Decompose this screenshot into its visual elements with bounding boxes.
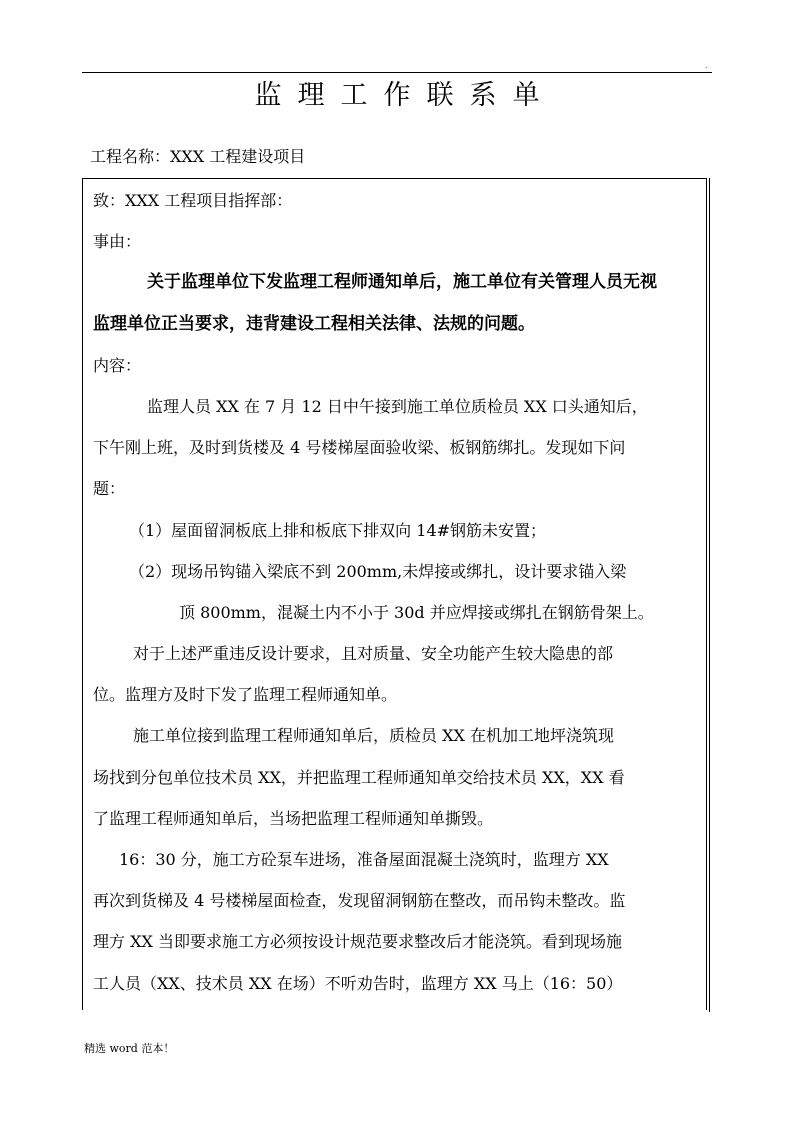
content-box-edge (709, 178, 710, 1012)
body-line: 再次到货梯及 4 号楼梯屋面检查，发现留洞钢筋在整改，而吊钩未整改。监 (93, 891, 626, 911)
header-rule (82, 72, 712, 73)
body-line: 位。监理方及时下发了监理工程师通知单。 (93, 685, 398, 705)
body-line: 施工单位接到监理工程师通知单后，质检员 XX 在机加工地坪浇筑现 (133, 726, 614, 746)
body-line: 顶 800mm，混凝土内不小于 30d 并应焊接或绑扎在钢筋骨架上。 (179, 602, 654, 622)
body-line: 对于上述严重违反设计要求，且对质量、安全功能产生较大隐患的部 (133, 644, 614, 664)
body-line: 监理人员 XX 在 7 月 12 日中午接到施工单位质检员 XX 口头通知后， (147, 396, 648, 416)
body-line: 致：XXX 工程项目指挥部： (93, 191, 293, 210)
body-line: 工人员（XX、技术员 XX 在场）不听劝告时，监理方 XX 马上（16：50） (93, 973, 623, 993)
letter-body (93, 180, 705, 1004)
body-line: 关于监理单位下发监理工程师通知单后，施工单位有关管理人员无视 (147, 272, 657, 293)
document-title: 监理工作联系单 (254, 80, 556, 111)
body-line: 内容： (93, 355, 142, 375)
body-line: 理方 XX 当即要求施工方必须按设计规范要求整改后才能浇筑。看到现场施 (93, 932, 622, 952)
corner-mark: . (705, 61, 708, 70)
body-line: 16：30 分，施工方砼泵车进场，准备屋面混凝土浇筑时，监理方 XX (119, 850, 609, 869)
body-line: 了监理工程师通知单后，当场把监理工程师通知单撕毁。 (93, 808, 494, 828)
body-line: 监理单位正当要求，违背建设工程相关法律、法规的问题。 (93, 313, 535, 334)
body-line: 下午刚上班，及时到货楼及 4 号楼梯屋面验收梁、板钢筋绑扎。发现如下问 (93, 438, 626, 458)
body-line: 场找到分包单位技术员 XX，并把监理工程师通知单交给技术员 XX，XX 看 (93, 767, 625, 787)
body-line: 题： (93, 479, 126, 499)
body-line: （2）现场吊钩锚入梁底不到 200mm,未焊接或绑扎，设计要求锚入梁 (129, 561, 627, 581)
project-name: 工程名称：XXX 工程建设项目 (90, 147, 306, 166)
body-line: 事由： (93, 232, 142, 252)
body-line: （1）屋面留洞板底上排和板底下排双向 14#钢筋未安置； (129, 520, 547, 540)
page-footer: 精选 word 范本！ (84, 1042, 175, 1055)
